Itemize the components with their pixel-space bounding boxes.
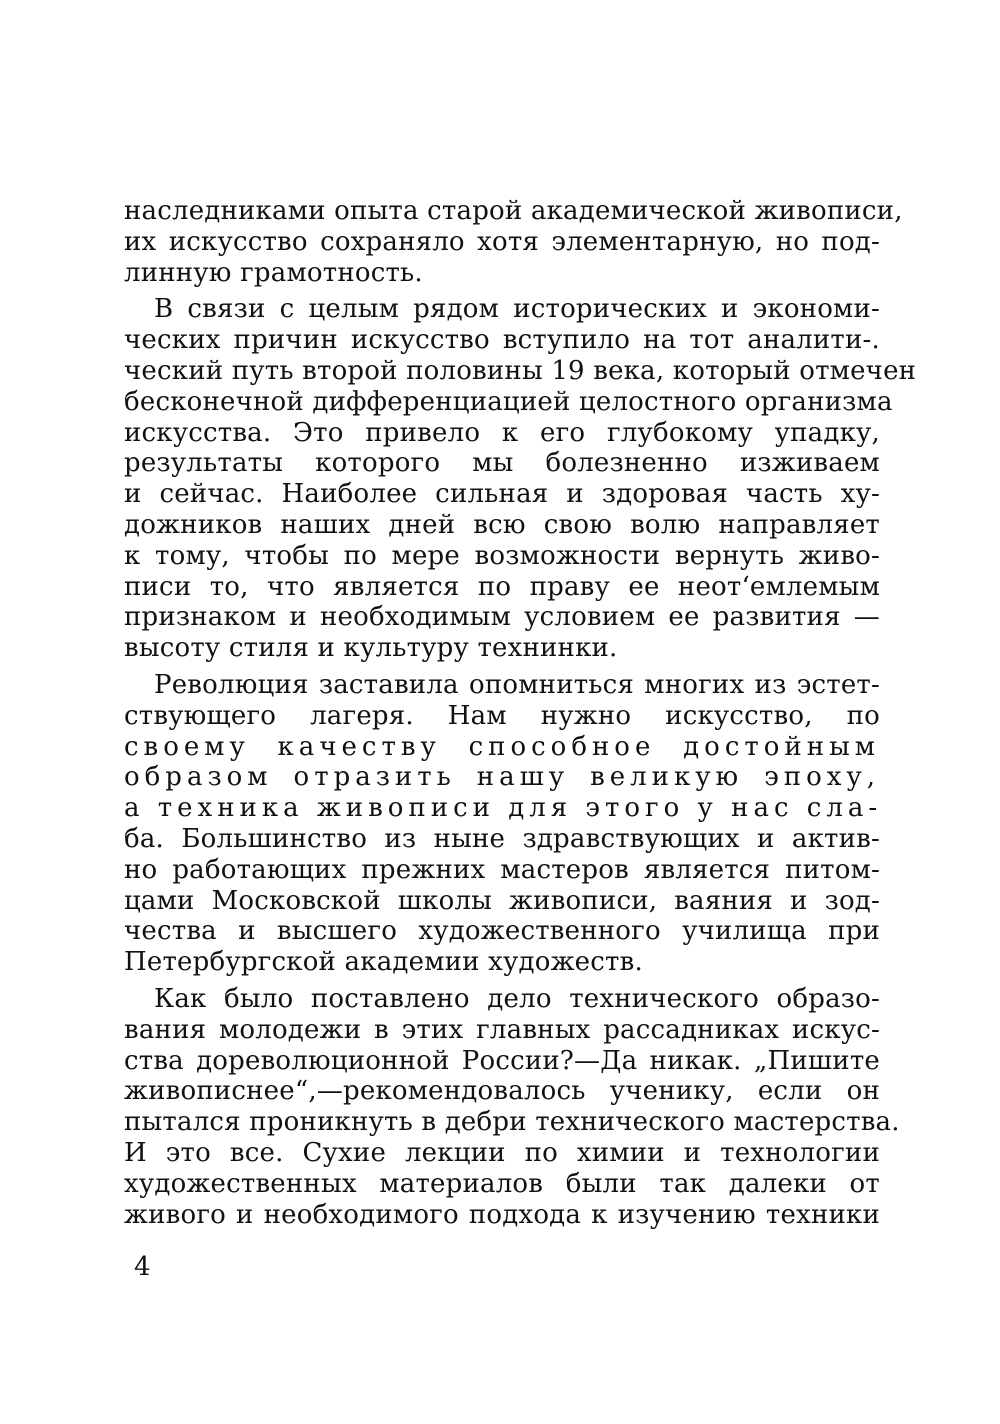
text-line: искусства. Это привело к его глубокому упадку, (124, 417, 880, 448)
text-line: линную грамотность. (124, 257, 423, 288)
text-line: к тому, чтобы по мере возможности вернуть живо- (124, 540, 880, 571)
text-line: признаком и необходимым условием ее развития — (124, 602, 880, 633)
text-line: В связи с целым рядом исторических и экономи- (154, 294, 880, 325)
text-line-emphasis: своему качеству способное достойным (124, 731, 880, 762)
paragraph-1 (124, 196, 903, 288)
text-line: писи то, что является по праву ее неот‘емлемым (124, 571, 880, 602)
paragraph-3 (124, 669, 883, 978)
body-text (124, 196, 917, 1236)
paragraph-4 (124, 983, 900, 1230)
text-line: результаты которого мы болезненно изживаем (124, 448, 880, 479)
text-line: дожников наших дней всю свою волю направляет (124, 509, 880, 540)
text-line-emphasis: образом отразить нашу великую эпоху, (124, 762, 880, 793)
text-line: пытался проникнуть в дебри технического мастерства. (124, 1107, 900, 1138)
text-line: наследниками опыта старой академической живописи, (124, 196, 903, 226)
text-line: живого и необходимого подхода к изучению техники (124, 1199, 880, 1230)
text-line: их искусство сохраняло хотя элементарную, но под- (124, 226, 880, 257)
page-number: 4 (134, 1252, 151, 1282)
paragraph-2 (124, 294, 917, 664)
text-line: ствующего лагеря. Нам нужно искусство, по (124, 700, 880, 731)
text-line: цами Московской школы живописи, ваяния и зод- (124, 885, 880, 916)
text-line: ба. Большинство из ныне здравствующих и актив- (124, 823, 880, 854)
text-line: но работающих прежних мастеров является питом- (124, 854, 880, 885)
text-line: Как было поставлено дело технического образо- (154, 983, 880, 1014)
text-line: вания молодежи в этих главных рассадниках искус- (124, 1014, 880, 1045)
text-line: ства дореволюционной России?—Да никак. „Пишите (124, 1045, 880, 1076)
text-line: Революция заставила опомниться многих из эстет- (154, 669, 880, 700)
text-line: чества и высшего художественного училища при (124, 916, 880, 947)
text-line: высоту стиля и культуру технинки. (124, 633, 618, 664)
text-line-emphasis: а техника живописи для этого у нас сла- (124, 793, 883, 824)
text-line: И это все. Сухие лекции по химии и технологии (124, 1137, 880, 1168)
text-line: ческий путь второй половины 19 века, который отмечен (124, 355, 917, 386)
text-line: бесконечной дифференциацией целостного организма (124, 386, 893, 417)
text-line: Петербургской академии художеств. (124, 947, 643, 978)
text-line: ческих причин искусство вступило на тот аналити-. (124, 325, 880, 356)
text-line: и сейчас. Наиболее сильная и здоровая часть ху- (124, 479, 880, 510)
text-line: художественных материалов были так далеки от (124, 1168, 880, 1199)
text-line: живописнее“,—рекомендовалось ученику, если он (124, 1076, 880, 1107)
